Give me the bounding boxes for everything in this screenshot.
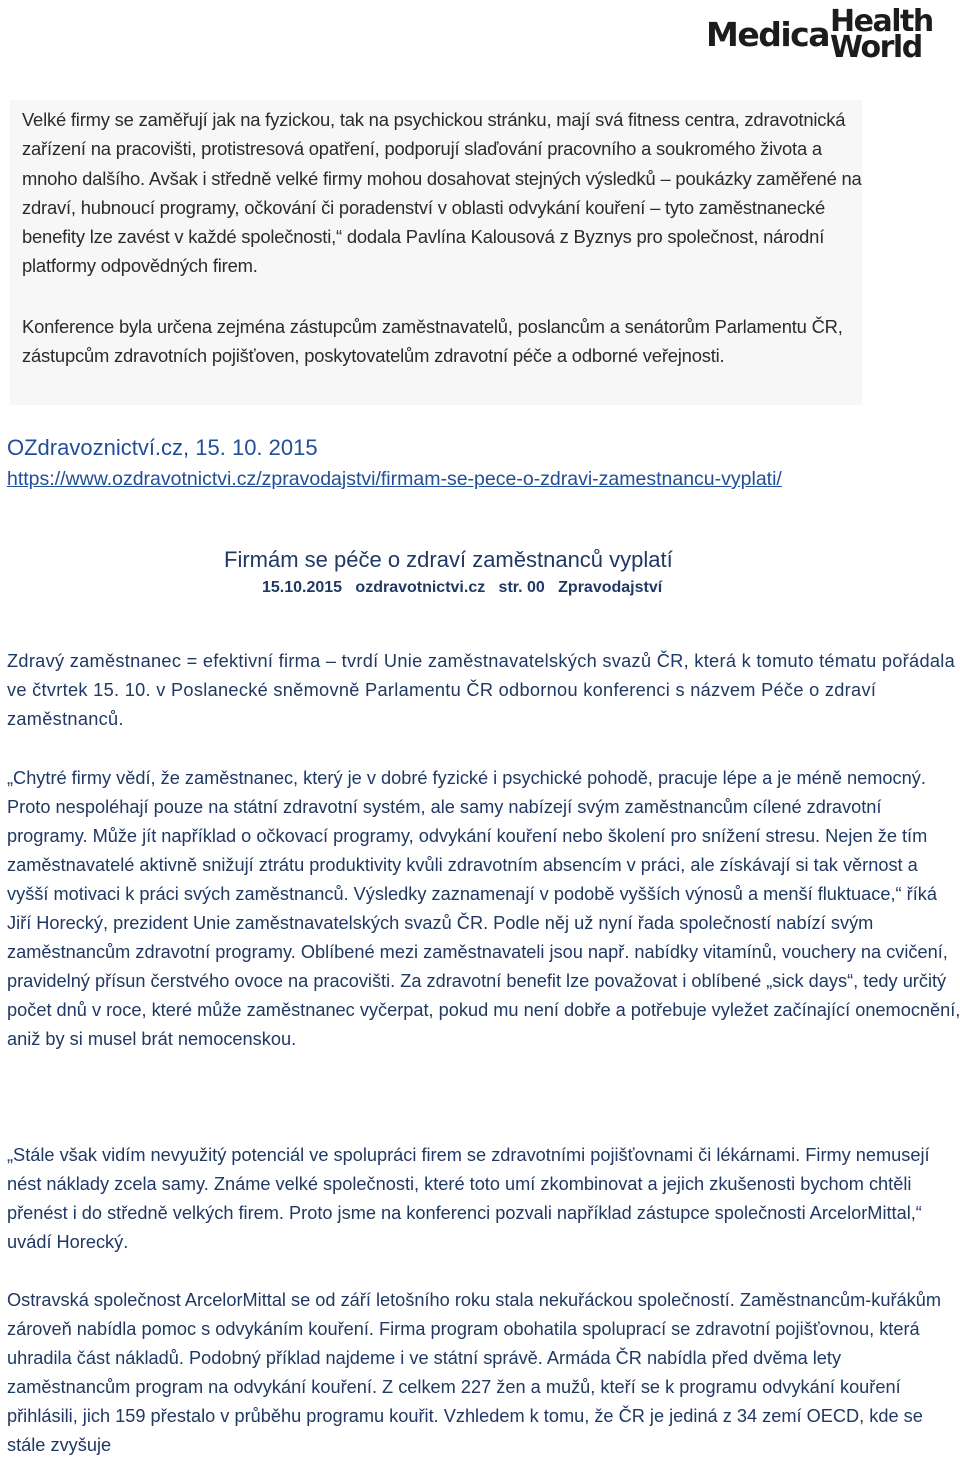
article-paragraph-3: „Stále však vidím nevyužitý potenciál ve spolupráci firem se zdravotními pojišťovnami či lékárnami. Firmy nemusejí nést náklady zcela samy. Známe velké společnosti, které toto umí zkombinovat a jejich zkušenosti bychom chtěli přenést i do středně velkých firem. Proto jsme na konferenci pozvali například zástupce společnosti ArcelorMittal,“ uvádí Horecký. [7, 1145, 930, 1252]
article-paragraph-4: Ostravská společnost ArcelorMittal se od září letošního roku stala nekuřáckou společností. Zaměstnancům-kuřákům zároveň nabídla pomoc s odvykáním kouření. Firma program obohatila spoluprací se zdravotní pojišťovnou, která uhradila část nákladů. Podobný příklad najdeme i ve státní správě. Armáda ČR nabídla před dvěma lety zaměstnancům program na odvykání kouření. Z celkem 227 žen a mužů, kteří se k programu odvykání kouření přihlásili, jich 159 přestalo v průběhu programu kouřit. Vzhledem k tomu, že ČR je jediná z 34 zemí OECD, kde se stále zvyšuje [7, 1290, 942, 1455]
article-title: Firmám se péče o zdraví zaměstnanců vyplatí [224, 547, 673, 572]
article-paragraph-2: „Chytré firmy vědí, že zaměstnanec, který je v dobré fyzické i psychické pohodě, pracuje lépe a je méně nemocný. Proto nespoléhají pouze na státní zdravotní systém, ale samy nabízejí svým zaměstnancům cílené zdravotní programy. Může jít například o očkovací programy, odvykání kouření nebo školení pro snížení stresu. Nejen že tím zaměstnavatelé aktivně snižují ztrátu produktivity kvůli zdravotním absencím v práci, ale získávají si tak věrnost a vyšší motivaci k práci svých zaměstnanců. Výsledky zaznamenají v podobě vyšších výnosů a menší fluktuace,“ říká Jiří Horecký, prezident Unie zaměstnavatelských svazů ČR. Podle něj už nyní řada společností nabízí svým zaměstnancům zdravotní programy. Oblíbené mezi zaměstnavateli jsou např. nabídky vitamínů, vouchery na cvičení, pravidelný přísun čerstvého ovoce na pracovišti. Za zdravotní benefit lze považovat i oblíbené „sick days“, tedy určitý počet dnů v roce, které může zaměstnanec vyčerpat, pokud mu není dobře a potřebuje vyležet začínající onemocnění, aniž by si musel brát nemocenskou. [7, 768, 960, 1049]
logo-text-health: Health [830, 4, 933, 39]
quote-screenshot [10, 100, 862, 405]
source-label: OZdravoznictví.cz, 15. 10. 2015 [7, 435, 318, 460]
medica-health-world-logo [704, 4, 954, 64]
logo-text-world: World [830, 30, 922, 65]
quote-paragraph-2: Konference byla určena zejména zástupcům zaměstnavatelů, poslancům a senátorům Parlamentu ČR, zástupcům zdravotních pojišťoven, poskytovatelům zdravotní péče a odborné veřejnosti. [22, 316, 843, 367]
article-meta: 15.10.2015 ozdravotnictvi.cz str. 00 Zpravodajství [262, 579, 663, 596]
quote-paragraph-1: Velké firmy se zaměřují jak na fyzickou, tak na psychickou stránku, mají svá fitness centra, zdravotnická zařízení na pracovišti, protistresová opatření, podporují slaďování pracovního a soukromého života a mnoho dalšího. Avšak i středně velké firmy mohou dosahovat stejných výsledků – poukázky zaměřené na zdraví, hubnoucí programy, očkování či poradenství v oblasti odvykání kouření – tyto zaměstnanecké benefity lze zavést v každé společnosti,“ dodala Pavlína Kalousová z Byznys pro společnost, národní platformy odpovědných firem. [22, 109, 862, 277]
article-paragraph-1: Zdravý zaměstnanec = efektivní firma – tvrdí Unie zaměstnavatelských svazů ČR, která k tomuto tématu pořádala ve čtvrtek 15. 10. v Poslanecké sněmovně Parlamentu ČR odbornou konferenci s názvem Péče o zdraví zaměstnanců. [7, 651, 956, 729]
logo-text-medica: Medica [706, 15, 829, 54]
source-url-link[interactable]: https://www.ozdravotnictvi.cz/zpravodajstvi/firmam-se-pece-o-zdravi-zamestnancu-vyplati/ [7, 468, 782, 490]
